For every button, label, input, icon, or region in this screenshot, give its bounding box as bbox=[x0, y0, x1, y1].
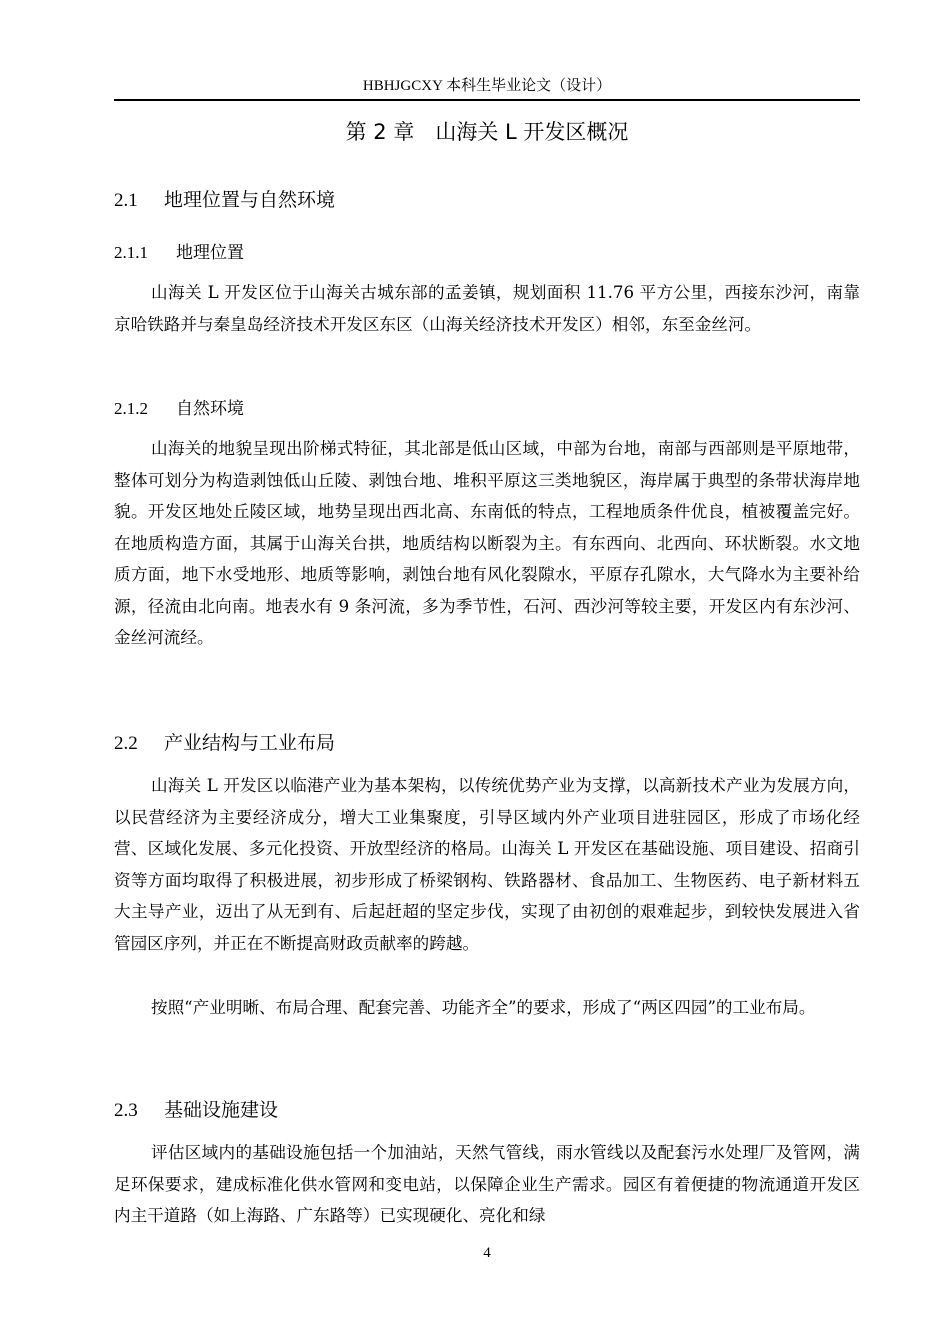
paragraph-environment: 山海关的地貌呈现出阶梯式特征，其北部是低山区域，中部为台地，南部与西部则是平原地带，整体可划分为构造剥蚀低山丘陵、剥蚀台地、堆积平原这三类地貌区，海岸属于典型的条带状海岸地貌。开发区地处丘陵区域，地势呈现出西北高、东南低的特点，工程地质条件优良，植被覆盖完好。在地质构造方面，其属于山海关台拱，地质结构以断裂为主。有东西向、北西向、环状断裂。水文地质方面，地下水受地形、地质等影响，剥蚀台地有风化裂隙水，平原存孔隙水，大气降水为主要补给源，径流由北向南。地表水有 9 条河流，多为季节性，石河、西沙河等较主要，开发区内有东沙河、金丝河流经。 bbox=[114, 439, 860, 647]
header-rule bbox=[114, 99, 860, 101]
section-title: 基础设施建设 bbox=[164, 1099, 279, 1121]
running-header: HBHJGCXY 本科生毕业论文（设计） bbox=[362, 78, 612, 94]
chapter-title: 第 2 章 山海关 L 开发区概况 bbox=[345, 120, 629, 144]
section-number: 2.2 bbox=[114, 733, 138, 754]
section-heading-2-3 bbox=[114, 1096, 278, 1125]
section-title: 地理位置与自然环境 bbox=[164, 189, 336, 211]
section-heading-2-1 bbox=[114, 186, 335, 215]
paragraph-infrastructure: 评估区域内的基础设施包括一个加油站，天然气管线，雨水管线以及配套污水处理厂及管网，满足环保要求，建成标准化供水管网和变电站，以保障企业生产需求。园区有着便捷的物流通道开发区内主干道路（如上海路、广东路等）已实现硬化、亮化和绿 bbox=[114, 1143, 860, 1225]
section-title: 产业结构与工业布局 bbox=[164, 732, 336, 754]
subsection-number: 2.1.2 bbox=[114, 399, 148, 418]
page-number: 4 bbox=[483, 1245, 491, 1261]
section-number: 2.3 bbox=[114, 1100, 138, 1121]
subsection-heading-2-1-2 bbox=[114, 396, 244, 422]
paragraph-industry-layout: 按照“产业明晰、布局合理、配套完善、功能齐全”的要求，形成了“两区四园”的工业布局。 bbox=[151, 998, 816, 1017]
subsection-heading-2-1-1 bbox=[114, 240, 244, 266]
section-heading-2-2 bbox=[114, 729, 335, 758]
subsection-title: 地理位置 bbox=[176, 243, 244, 263]
subsection-number: 2.1.1 bbox=[114, 243, 148, 262]
paragraph-location: 山海关 L 开发区位于山海关古城东部的孟姜镇，规划面积 11.76 平方公里，西接东沙河，南靠京哈铁路并与秦皇岛经济技术开发区东区（山海关经济技术开发区）相邻，东至金丝河。 bbox=[114, 283, 860, 334]
subsection-title: 自然环境 bbox=[176, 399, 244, 419]
paragraph-industry-structure: 山海关 L 开发区以临港产业为基本架构，以传统优势产业为支撑，以高新技术产业为发展方向，以民营经济为主要经济成分，增大工业集聚度，引导区域内外产业项目进驻园区，形成了市场化经营、区域化发展、多元化投资、开放型经济的格局。山海关 L 开发区在基础设施、项目建设、招商引资等方面均取得了积极进展，初步形成了桥梁钢构、铁路器材、食品加工、生物医药、电子新材料五大主导产业，迈出了从无到有、后起赶超的坚定步伐，实现了由初创的艰难起步，到较快发展进入省管园区序列，并正在不断提高财政贡献率的跨越。 bbox=[114, 776, 860, 953]
section-number: 2.1 bbox=[114, 190, 138, 211]
